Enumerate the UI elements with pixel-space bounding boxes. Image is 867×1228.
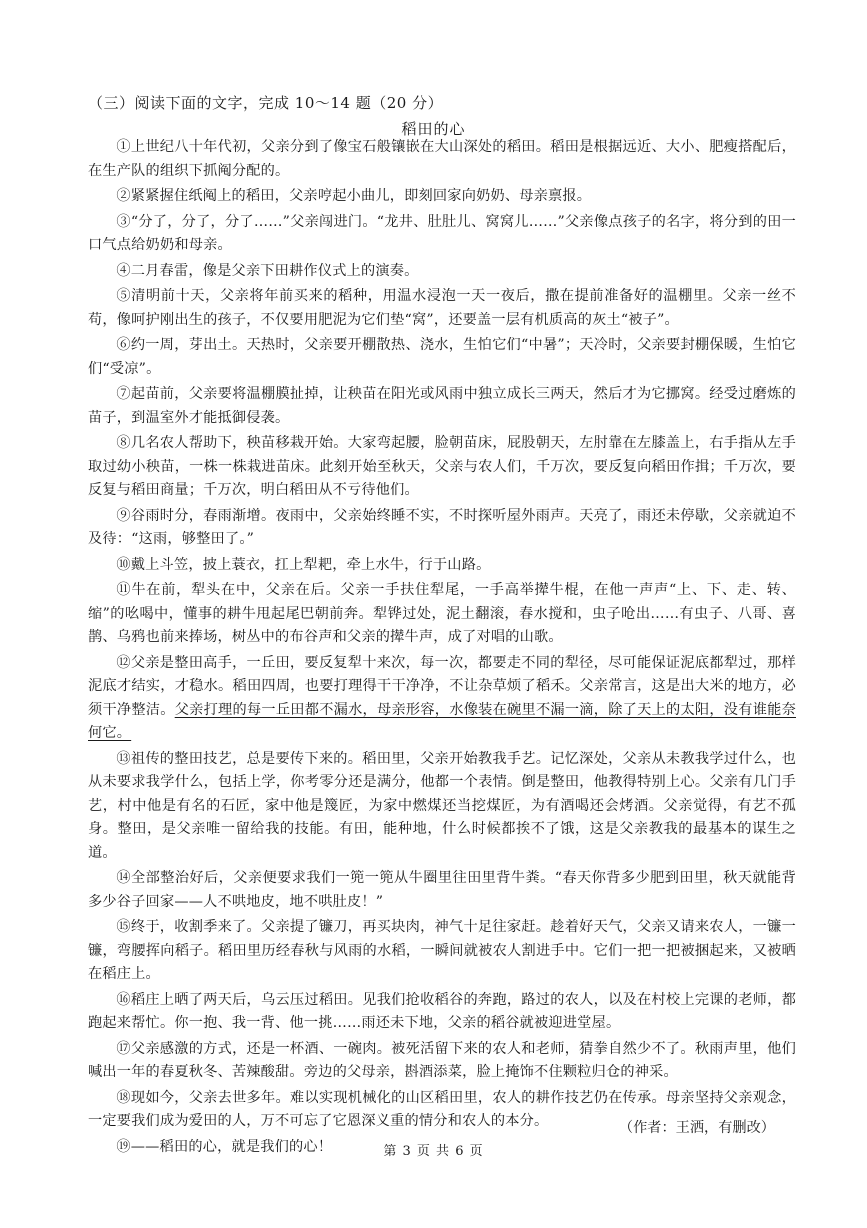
paragraph-14: ⑭全部整治好后，父亲便要求我们一篼一篼从牛圈里往田里背牛粪。“春天你背多少肥到田里，秋天就能背多少谷子回家——人不哄地皮，地不哄肚皮！” (88, 870, 796, 910)
paragraph-17: ⑰父亲感激的方式，还是一杯酒、一碗肉。被死活留下来的农人和老师，猜拳自然少不了。秋雨声里，他们喊出一年的春夏秋冬、苦辣酸甜。旁边的父母亲，斟酒添菜，脸上掩饰不住颗粒归仓的神采。 (88, 1040, 796, 1080)
article-title: 稻田的心 (401, 120, 466, 138)
paragraph-3: ③“分了，分了，分了……”父亲闯进门。“龙井、肚肚儿、窝窝儿……”父亲像点孩子的名字，将分到的田一口气点给奶奶和母亲。 (88, 213, 796, 253)
page-footer: 第 3 页 共 6 页 (383, 1144, 484, 1159)
paragraph-7: ⑦起苗前，父亲要将温棚膜扯掉，让秧苗在阳光或风雨中独立成长三两天，然后才为它挪窝。经受过磨炼的苗子，到温室外才能抵御侵袭。 (88, 386, 796, 426)
paragraph-6: ⑥约一周，芽出土。天热时，父亲要开棚散热、浇水，生怕它们“中暑”；天冷时，父亲要封棚保暖，生怕它们“受凉”。 (88, 337, 796, 377)
underlined-sentence: 父亲打理的每一丘田都不漏水，母亲形容，水像装在碗里不漏一滴，除了天上的太阳，没有谁能奈何它。 (88, 701, 796, 741)
paragraph-16: ⑯稻庄上晒了两天后，乌云压过稻田。见我们抢收稻谷的奔跑，路过的农人，以及在村校上完课的老师，都跑起来帮忙。你一抱、我一背、他一挑……雨还未下地，父亲的稻谷就被迎进堂屋。 (88, 991, 796, 1031)
paragraph-8: ⑧几名农人帮助下，秧苗移栽开始。大家弯起腰，脸朝苗床，屁股朝天，左肘靠在左膝盖上，右手指从左手取过幼小秧苗，一株一株栽进苗床。此刻开始至秋天，父亲与农人们，千万次，要反复向稻田作揖；千万次，要反复与稻田商量；千万次，明白稻田从不亏待他们。 (88, 435, 796, 498)
paragraph-13: ⑬祖传的整田技艺，总是要传下来的。稻田里，父亲开始教我手艺。记忆深处，父亲从未教我学过什么，也从未要求我学什么，包括上学，你考零分还是满分，他都一个表情。倒是整田，他教得特别上心。父亲有几门手艺，村中他是有名的石匠，家中他是篾匠，为家中燃煤还当挖煤匠，为有酒喝还会烤酒。父亲觉得，有艺不孤身。整田，是父亲唯一留给我的技能。有田，能种地，什么时候都挨不了饿，这是父亲教我的最基本的谋生之道。 (88, 750, 796, 861)
paragraph-4: ④二月春雷，像是父亲下田耕作仪式上的演奏。 (116, 262, 419, 279)
paragraph-2: ②紧紧握住纸阄上的稻田，父亲哼起小曲儿，即刻回家向奶奶、母亲禀报。 (116, 188, 592, 204)
article-body (88, 136, 796, 1161)
section-header: （三）阅读下面的文字，完成 10～14 题（20 分） (88, 94, 444, 112)
paragraph-10: ⑩戴上斗笠，披上蓑衣，扛上犁耙，牵上水牛，行于山路。 (116, 556, 491, 573)
paragraph-1: ①上世纪八十年代初，父亲分到了像宝石般镶嵌在大山深处的稻田。稻田是根据远近、大小、肥瘦搭配后，在生产队的组织下抓阄分配的。 (88, 139, 796, 179)
paragraph-19: ⑲——稻田的心，就是我们的心！ (116, 1138, 333, 1155)
paragraph-5: ⑤清明前十天，父亲将年前买来的稻种，用温水浸泡一天一夜后，撒在提前准备好的温棚里。父亲一丝不苟，像呵护刚出生的孩子，不仅要用肥泥为它们垫“窝”，还要盖一层有机质高的灰土“被子”。 (88, 288, 796, 328)
author-credit: （作者：王洒，有删改） (618, 1120, 775, 1136)
paragraph-9: ⑨谷雨时分，春雨渐增。夜雨中，父亲始终睡不实，不时探听屋外雨声。天亮了，雨还未停歇，父亲就迫不及待：“这雨，够整田了。” (88, 507, 796, 547)
paragraph-12: ⑫父亲是整田高手，一丘田，要反复犁十来次，每一次，都要走不同的犁径，尽可能保证泥底都犁过，那样泥底才结实，才稳水。稻田四周，也要打理得干干净净，不让杂草烦了稻禾。父亲常言，这是出大米的地方，必须干净整洁。父亲打理的每一丘田都不漏水，母亲形容，水像装在碗里不漏一滴，除了天上的太阳，没有谁能奈何它。 (88, 654, 796, 741)
paragraph-18: ⑱现如今，父亲去世多年。难以实现机械化的山区稻田里，农人的耕作技艺仍在传承。母亲坚持父亲观念，一定要我们成为爱田的人，万不可忘了它恩深义重的情分和农人的本分。 (88, 1089, 796, 1129)
paragraph-11: ⑪牛在前，犁头在中，父亲在后。父亲一手扶住犁尾，一手高举撵牛棍，在他一声声“上、下、走、转、缩”的吆喝中，懂事的耕牛甩起尾巴朝前奔。犁铧过处，泥土翻滚，春水搅和，虫子呛出……有虫子、八哥、喜鹊、乌鸦也前来捧场，树丛中的布谷声和父亲的撵牛声，成了对唱的山歌。 (88, 582, 796, 645)
paragraph-15: ⑮终于，收割季来了。父亲提了镰刀，再买块肉，神气十足往家赶。趁着好天气，父亲又请来农人，一镰一镰，弯腰挥向稻子。稻田里历经春秋与风雨的水稻，一瞬间就被农人割进手中。它们一把一把被捆起来，又被晒在稻庄上。 (88, 919, 796, 982)
